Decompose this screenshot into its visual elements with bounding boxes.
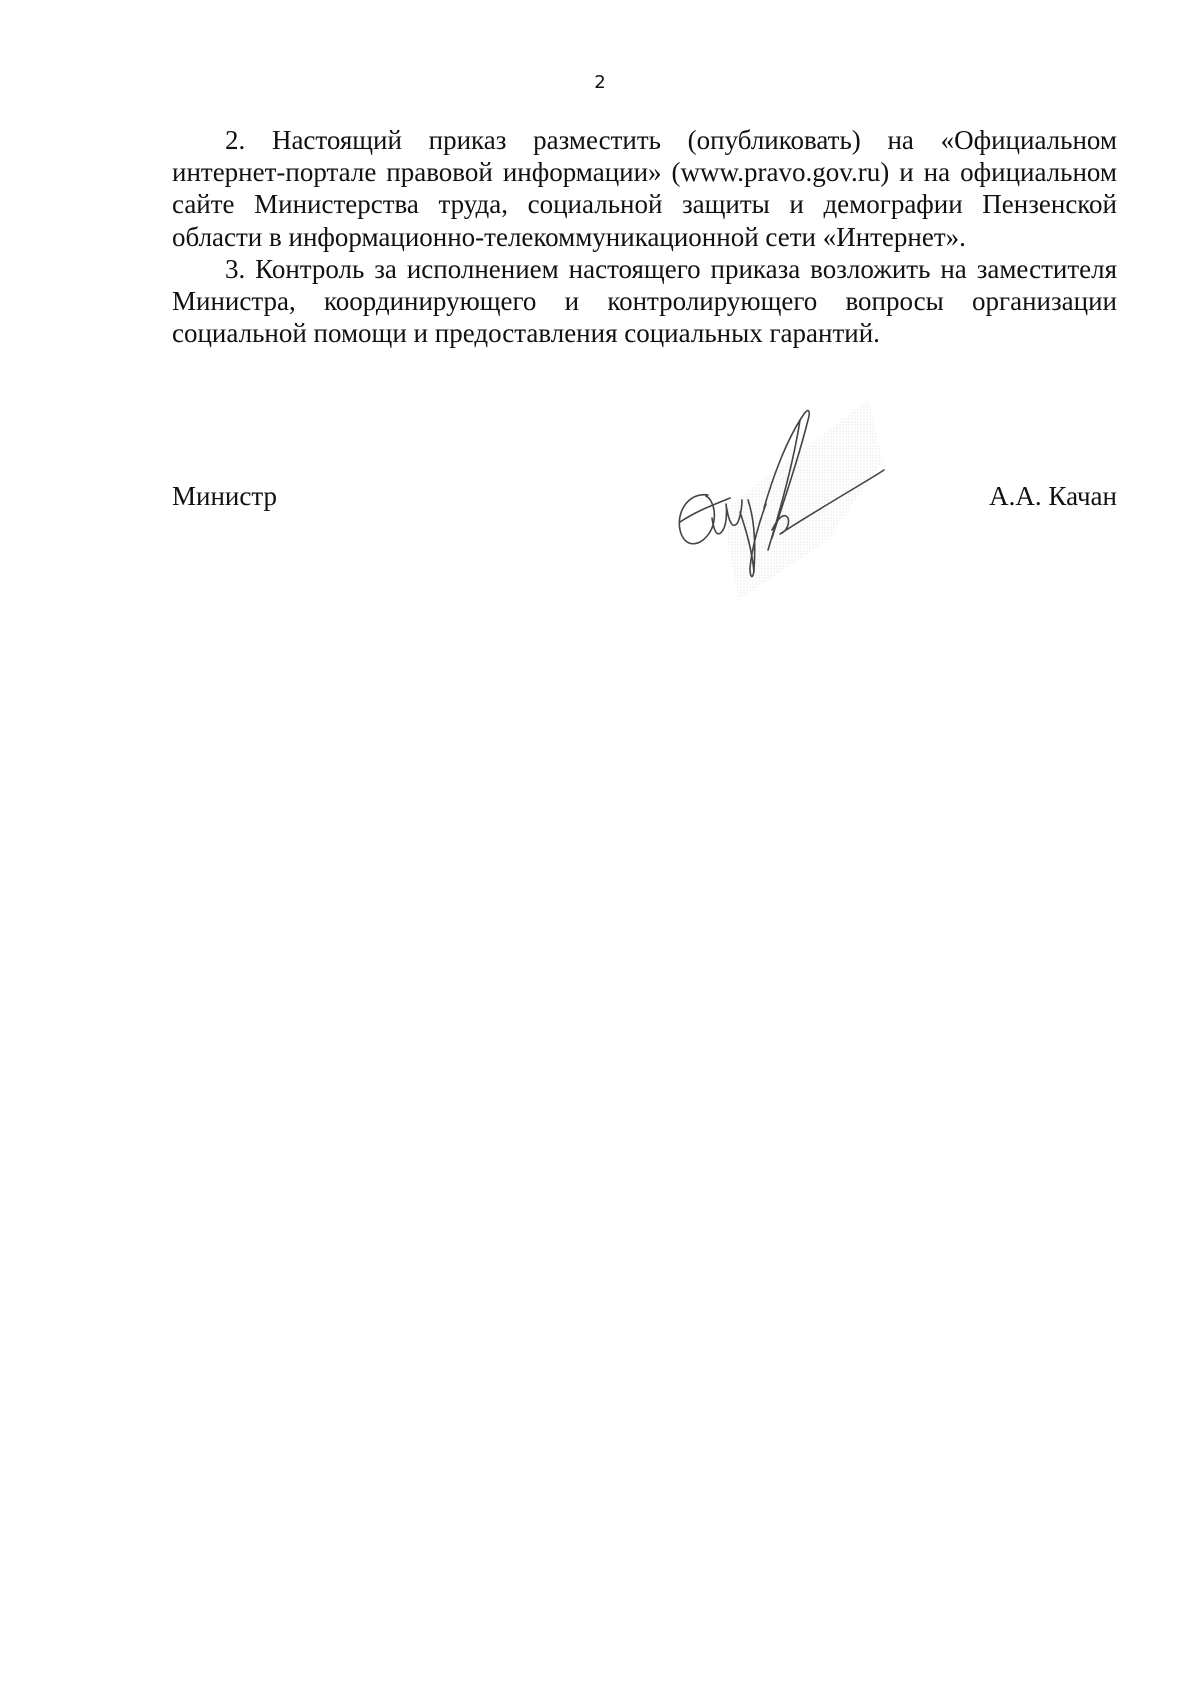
signatory-name: А.А. Качан bbox=[989, 481, 1117, 511]
paragraph-publication: 2. Настоящий приказ разместить (опубликовать) на «Официальном интернет-портале правовой информации» (www.pravo.gov.ru) и на официальном сайте Министерства труда, социальной защиты и демографии Пензенской области в информационно-телекоммуникационной сети «Интернет». bbox=[172, 125, 1117, 252]
document-body bbox=[172, 124, 1117, 349]
page-number: 2 bbox=[594, 72, 606, 93]
signatory-title: Министр bbox=[172, 481, 277, 511]
handwritten-signature bbox=[668, 400, 898, 610]
paragraph-control: 3. Контроль за исполнением настоящего приказа возложить на заместителя Министра, координирующего и контролирующего вопросы организации социальной помощи и предоставления социальных гарантий. bbox=[172, 253, 1117, 349]
signature-block bbox=[172, 480, 1117, 520]
